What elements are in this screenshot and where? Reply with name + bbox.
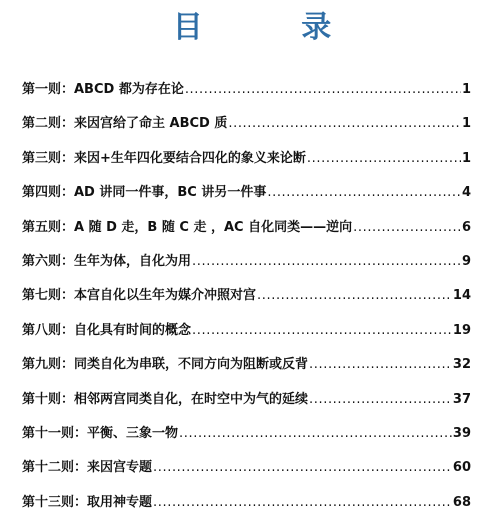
- toc-entry[interactable]: [22, 456, 471, 490]
- toc-entry-label: 第十三则：取用神专题: [22, 494, 153, 510]
- toc-entry-label: 第三则：来因+生年四化要结合四化的象义来论断: [22, 150, 306, 166]
- toc-page-number: 6: [461, 219, 471, 235]
- dot-leader: [353, 220, 461, 235]
- toc-entry[interactable]: [22, 78, 471, 112]
- toc-entry[interactable]: [22, 388, 471, 422]
- dot-leader: [309, 392, 452, 407]
- toc-page-number: 37: [452, 391, 471, 407]
- dot-leader: [307, 151, 461, 166]
- toc-entry-label: 第一则：ABCD 都为存在论: [22, 82, 184, 97]
- toc-page-number: 19: [452, 322, 471, 338]
- dot-leader: [179, 426, 452, 441]
- toc-page-number: 60: [452, 460, 471, 476]
- toc-entry-label: 第八则：自化具有时间的概念: [22, 322, 192, 338]
- toc-entry[interactable]: [22, 319, 471, 353]
- toc-entry[interactable]: [22, 250, 471, 284]
- toc-page-number: 68: [452, 494, 471, 510]
- toc-entry-label: 第六则：生年为体，自化为用: [22, 253, 192, 269]
- toc-entry[interactable]: [22, 353, 471, 387]
- toc-entry-label: 第十二则：来因宫专题: [22, 460, 153, 476]
- dot-leader: [153, 495, 452, 510]
- toc-page-number: 1: [461, 116, 471, 132]
- toc-entry[interactable]: [22, 112, 471, 146]
- toc-entry-label: 第十一则：平衡、三象一物: [22, 425, 179, 441]
- dot-leader: [267, 185, 461, 200]
- toc-entry-label: 第五则：A 随 D 走，B 随 C 走 ，AC 自化同类——逆向: [22, 219, 353, 235]
- toc-page-number: 4: [461, 185, 471, 201]
- dot-leader: [192, 254, 461, 269]
- toc-entry-label: 第二则：来因宫给了命主 ABCD 质: [22, 116, 228, 132]
- toc-page-number: 1: [461, 82, 471, 97]
- toc-entry-label: 第十则：相邻两宫同类自化，在时空中为气的延续: [22, 391, 309, 407]
- toc-entry-label: 第七则：本宫自化以生年为媒介冲照对宫: [22, 288, 257, 304]
- toc-entry[interactable]: [22, 422, 471, 456]
- dot-leader: [228, 116, 461, 131]
- dot-leader: [309, 357, 452, 372]
- toc-entry[interactable]: [22, 491, 471, 525]
- toc-entry[interactable]: [22, 216, 471, 250]
- dot-leader: [257, 288, 452, 303]
- toc-title: 目 录: [172, 10, 376, 45]
- toc-entry-label: 第四则：AD 讲同一件事，BC 讲另一件事: [22, 185, 267, 201]
- toc-page-number: 1: [461, 150, 471, 166]
- toc-entry[interactable]: [22, 284, 471, 318]
- dot-leader: [192, 323, 452, 338]
- toc-page-number: 9: [461, 253, 471, 269]
- dot-leader: [185, 82, 461, 97]
- toc-page-number: 14: [452, 288, 471, 304]
- toc-page-number: 32: [452, 357, 471, 373]
- toc-list: [22, 78, 471, 525]
- toc-page-number: 39: [452, 425, 471, 441]
- toc-entry[interactable]: [22, 181, 471, 215]
- dot-leader: [153, 460, 452, 475]
- toc-entry[interactable]: [22, 147, 471, 181]
- toc-entry-label: 第九则：同类自化为串联，不同方向为阻断或反背: [22, 357, 309, 373]
